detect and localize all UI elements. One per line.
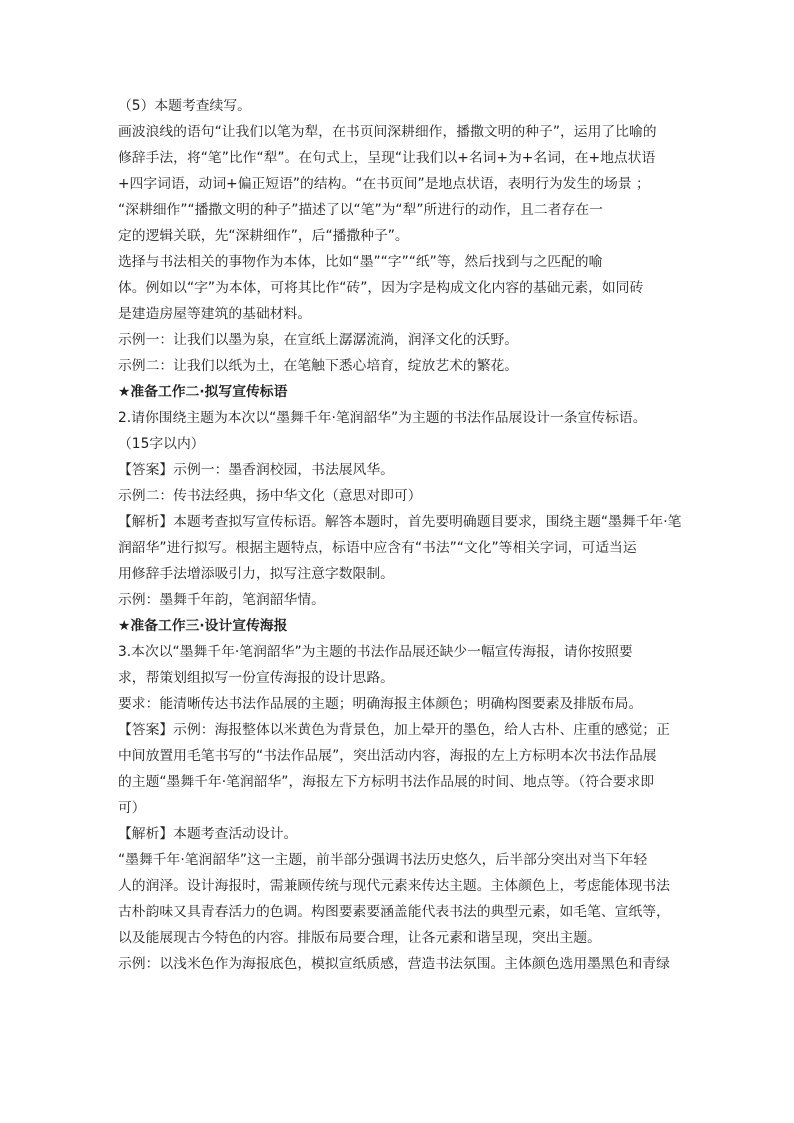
line-2: 画波浪线的语句“让我们以笔为犁，在书页间深耕细作，播撒文明的种子”，运用了比喻的 [118, 124, 657, 140]
line-3: 修辞手法，将“笔”比作“犁”。在句式上，呈现“让我们以+名词+为+名词，在+地点状语 [118, 150, 656, 166]
line-14: （15字以内） [118, 436, 205, 452]
line-26: 中间放置用毛笔书写的“书法作品展”，突出活动内容，海报的左上方标明本次书法作品展 [118, 748, 657, 764]
line-18: 润韶华”进行拟写。根据主题特点，标语中应含有“书法”“文化”等相关字词，可适当运 [118, 540, 637, 556]
line-7: 选择与书法相关的事物作为本体，比如“墨”“字”“纸”等，然后找到与之匹配的喻 [118, 254, 603, 270]
line-27: 的主题“墨舞千年·笔润韶华”，海报左下方标明书法作品展的时间、地点等。（符合要求即 [118, 774, 655, 790]
document-content [118, 93, 686, 977]
line-11: 示例二：让我们以纸为土，在笔触下悉心培育，绽放艺术的繁花。 [118, 358, 519, 374]
section-heading-3: ★准备工作三·设计宣传海报 [118, 618, 288, 634]
line-4: +四字词语，动词+偏正短语”的结构。“在书页间”是地点状语，表明行为发生的场景 ； [118, 176, 650, 192]
line-25: 【答案】示例：海报整体以米黄色为背景色，加上晕开的墨色，给人古朴、庄重的感觉；正 [118, 722, 670, 738]
line-10: 示例一：让我们以墨为泉，在宣纸上潺潺流淌，润泽文化的沃野。 [118, 332, 519, 348]
line-16: 示例二：传书法经典，扬中华文化（意思对即可） [118, 488, 422, 504]
line-28: 可） [118, 800, 146, 816]
line-13: 2.请你围绕主题为本次以“墨舞千年·笔润韶华”为主题的书法作品展设计一条宣传标语。 [118, 410, 647, 426]
line-8: 体。例如以“字”为本体，可将其比作“砖”，因为字是构成文化内容的基础元素，如同砖 [118, 280, 644, 296]
line-24: 要求：能清晰传达书法作品展的主题；明确海报主体颜色；明确构图要素及排版布局。 [118, 696, 643, 712]
line-22: 3.本次以“墨舞千年·笔润韶华”为主题的书法作品展还缺少一幅宣传海报，请你按照要 [118, 644, 633, 660]
section-heading-2: ★准备工作二·拟写宣传标语 [118, 384, 288, 400]
line-9: 是建造房屋等建筑的基础材料。 [118, 306, 312, 322]
line-19: 用修辞手法增添吸引力，拟写注意字数限制。 [118, 566, 394, 582]
line-32: 古朴韵味又具青春活力的色调。构图要素要涵盖能代表书法的典型元素，如毛笔、宣纸等， [118, 904, 670, 920]
line-23: 求，帮策划组拟写一份宣传海报的设计思路。 [118, 670, 394, 686]
line-33: 以及能展现古今特色的内容。排版布局要合理，让各元素和谐呈现，突出主题。 [118, 930, 601, 946]
line-30: “墨舞千年·笔润韶华”这一主题，前半部分强调书法历史悠久，后半部分突出对当下年轻 [118, 852, 648, 868]
line-29: 【解析】本题考查活动设计。 [118, 826, 298, 842]
line-15: 【答案】示例一：墨香润校园，书法展风华。 [118, 462, 394, 478]
line-6: 定的逻辑关联，先“深耕细作”，后“播撒种子”。 [118, 228, 409, 244]
line-17: 【解析】本题考查拟写宣传标语。解答本题时，首先要明确题目要求，围绕主题“墨舞千年·笔 [118, 514, 682, 530]
line-5: “深耕细作”“播撒文明的种子”描述了以“笔”为“犁”所进行的动作，且二者存在一 [118, 202, 603, 218]
line-1: （5）本题考查续写。 [118, 98, 251, 114]
line-20: 示例：墨舞千年韵，笔润韶华情。 [118, 592, 325, 608]
line-34: 示例：以浅米色作为海报底色，模拟宣纸质感，营造书法氛围。主体颜色选用墨黑色和青绿 [118, 956, 670, 972]
line-31: 人的润泽。设计海报时，需兼顾传统与现代元素来传达主题。主体颜色上，考虑能体现书法 [118, 878, 670, 894]
